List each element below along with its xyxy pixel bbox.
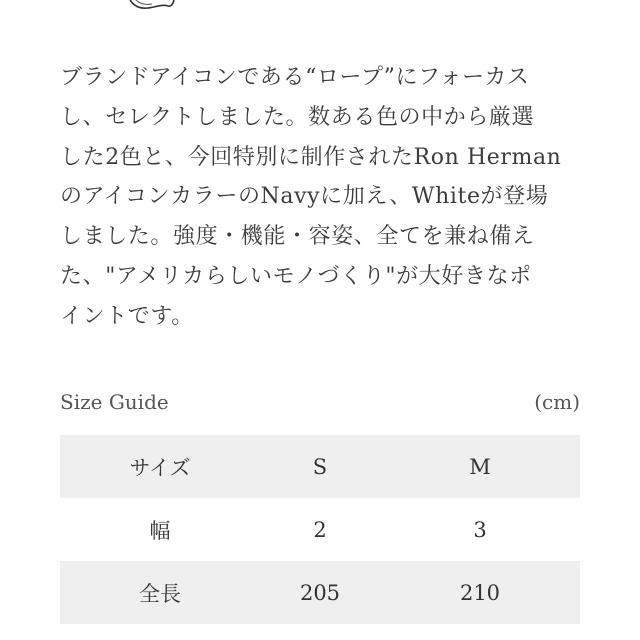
table-row (60, 561, 580, 624)
size-table-header-row (60, 435, 580, 498)
rope-illustration-icon (128, 0, 176, 10)
size-guide-title: Size Guide (60, 390, 169, 414)
row-label-cell: 幅 (149, 518, 171, 543)
description-line: した2色と、今回特別に制作されたRon Herman (60, 144, 562, 170)
row-s-value-cell: 2 (313, 517, 327, 542)
product-description (60, 58, 590, 337)
description-line: イントです。 (60, 303, 194, 329)
row-s-value-cell: 205 (260, 561, 380, 624)
row-m-value-cell: 3 (473, 517, 487, 542)
row-m-value-cell: 210 (380, 561, 580, 624)
size-guide-unit: (cm) (534, 390, 580, 414)
header-label-cell: サイズ (60, 435, 260, 498)
table-row (60, 498, 580, 561)
description-line: しました。強度・機能・容姿、全てを兼ね備え (60, 224, 535, 250)
header-size-m-cell: M (380, 435, 580, 498)
size-table (60, 435, 580, 624)
description-line: のアイコンカラーのNavyに加え、Whiteが登場 (60, 184, 549, 210)
row-label-cell: 全長 (60, 561, 260, 624)
size-guide-header (60, 390, 580, 420)
description-line: ブランドアイコンである“ロープ”にフォーカス (60, 65, 530, 90)
description-line: た、"アメリカらしいモノづくり"が大好きなポ (60, 263, 532, 289)
description-line: し、セレクトしました。数ある色の中から厳選 (60, 104, 535, 130)
header-size-s-cell: S (260, 435, 380, 498)
